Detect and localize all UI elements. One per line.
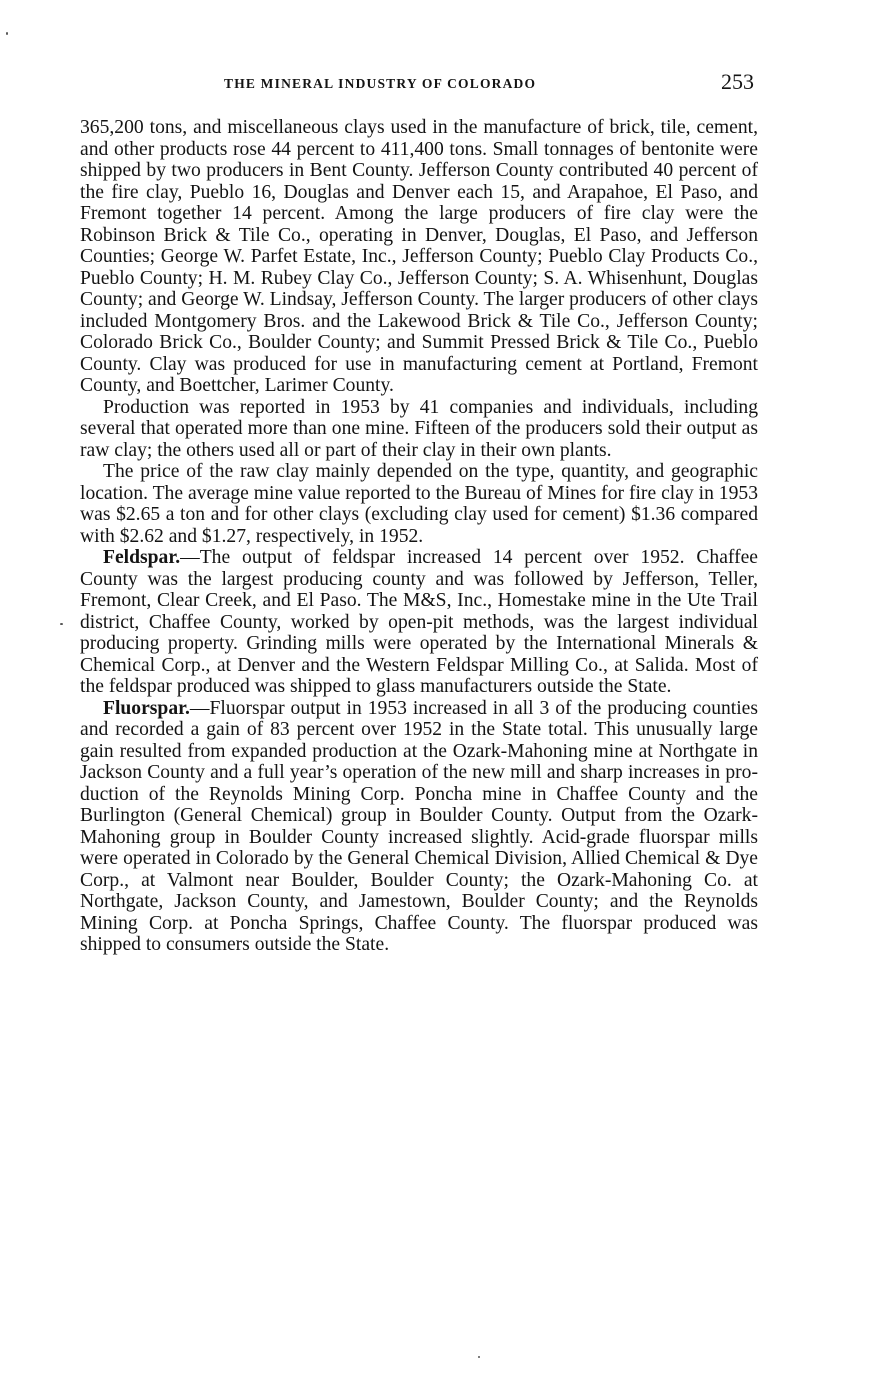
paragraph-clay-price xyxy=(80,461,758,547)
page-number: 253 xyxy=(721,69,754,94)
paragraph-text: —Fluorspar output in 1953 increased in all 3 of the producing counties and recorded a gain of 83 percent over 1952 in the State total. This unusually large gain resulted from expanded production at the Ozark-Mahoning mine at Northgate in Jackson County and a full year’s operation of the new mill and sharp increases in production of the Reynolds Mining Corp. Poncha mine in Chaffee County and the Burlington (General Chemical) group in Boulder County. Output from the Ozark-Mahoning group in Boulder County increased slightly. Acid-grade fluorspar mills were operated in Colorado by the General Chemical Division, Allied Chemical & Dye Corp., at Valmont near Boulder, Boulder County; the Ozark-Mahoning Co. at Northgate, Jackson County, and Jamestown, Boulder County; and the Reynolds Mining Corp. at Poncha Springs, Chaffee County. The fluorspar produced was shipped to consumers outside the State. xyxy=(80,697,758,955)
paragraph-fluorspar xyxy=(80,698,758,956)
running-head xyxy=(80,69,758,102)
paragraph-text: The price of the raw clay mainly depended on the type, quantity, and geographic location. The average mine value reported to the Bureau of Mines for fire clay in 1953 was $2.65 a ton and for other clays (excluding clay used for cement) $1.36 compared with $2.62 and $1.27, respectively, in 1952. xyxy=(80,461,758,547)
scan-speck xyxy=(478,1356,480,1358)
paragraph-text: Production was reported in 1953 by 41 companies and individuals, including several that operated more than one mine. Fifteen of the producers sold their output as raw clay; the others used all or part of their clay in their own plants. xyxy=(80,396,758,461)
paragraph-feldspar xyxy=(80,547,758,698)
body-text xyxy=(80,117,758,956)
running-title: THE MINERAL INDUSTRY OF COLORADO xyxy=(224,76,537,91)
fluorspar-heading: Fluorspar. xyxy=(103,697,190,719)
paragraph-clay-producers xyxy=(80,117,758,397)
paragraph-text: 365,200 tons, and miscellaneous clays used in the manufacture of brick, tile, cement, and other products rose 44 percent to 411,400 tons. Small tonnages of bentonite were shipped by two producers in Bent County. Jefferson County contributed 40 percent of the fire clay, Pueblo 16, Douglas and Denver each 15, and Arapahoe, El Paso, and Fremont together 14 percent. Among the large producers of fire clay were the Robinson Brick & Tile Co., operating in Denver, Douglas, El Paso, and Jefferson Counties; George W. Parfet Estate, Inc., Jefferson County; Pueblo Clay Products Co., Pueblo County; H. M. Rubey Clay Co., Jefferson County; S. A. Whisenhunt, Douglas County; and George W. Lindsay, Jefferson County. The larger producers of other clays included Montgomery Bros. and the Lakewood Brick & Tile Co., Jefferson County; Colorado Brick Co., Boulder County; and Summit Pressed Brick & Tile Co., Pueblo County. Clay was produced for use in manufacturing cement at Portland, Fremont County, and Boettcher, Larimer County. xyxy=(80,117,758,396)
scan-speck xyxy=(6,32,8,35)
paragraph-text: —The output of feldspar increased 14 percent over 1952. Chaffee County was the largest producing county and was followed by Jefferson, Teller, Fremont, Clear Creek, and El Paso. The M&S, Inc., Homestake mine in the Ute Trail district, Chaffee County, worked by open-pit methods, was the largest individual producing property. Grinding mills were operated by the International Minerals & Chemical Corp., at Denver and the Western Feldspar Milling Co., at Salida. Most of the feldspar produced was shipped to glass manufacturers outside the State. xyxy=(80,547,758,697)
paragraph-clay-production xyxy=(80,397,758,462)
scan-speck xyxy=(60,623,63,625)
feldspar-heading: Feldspar. xyxy=(103,547,181,568)
